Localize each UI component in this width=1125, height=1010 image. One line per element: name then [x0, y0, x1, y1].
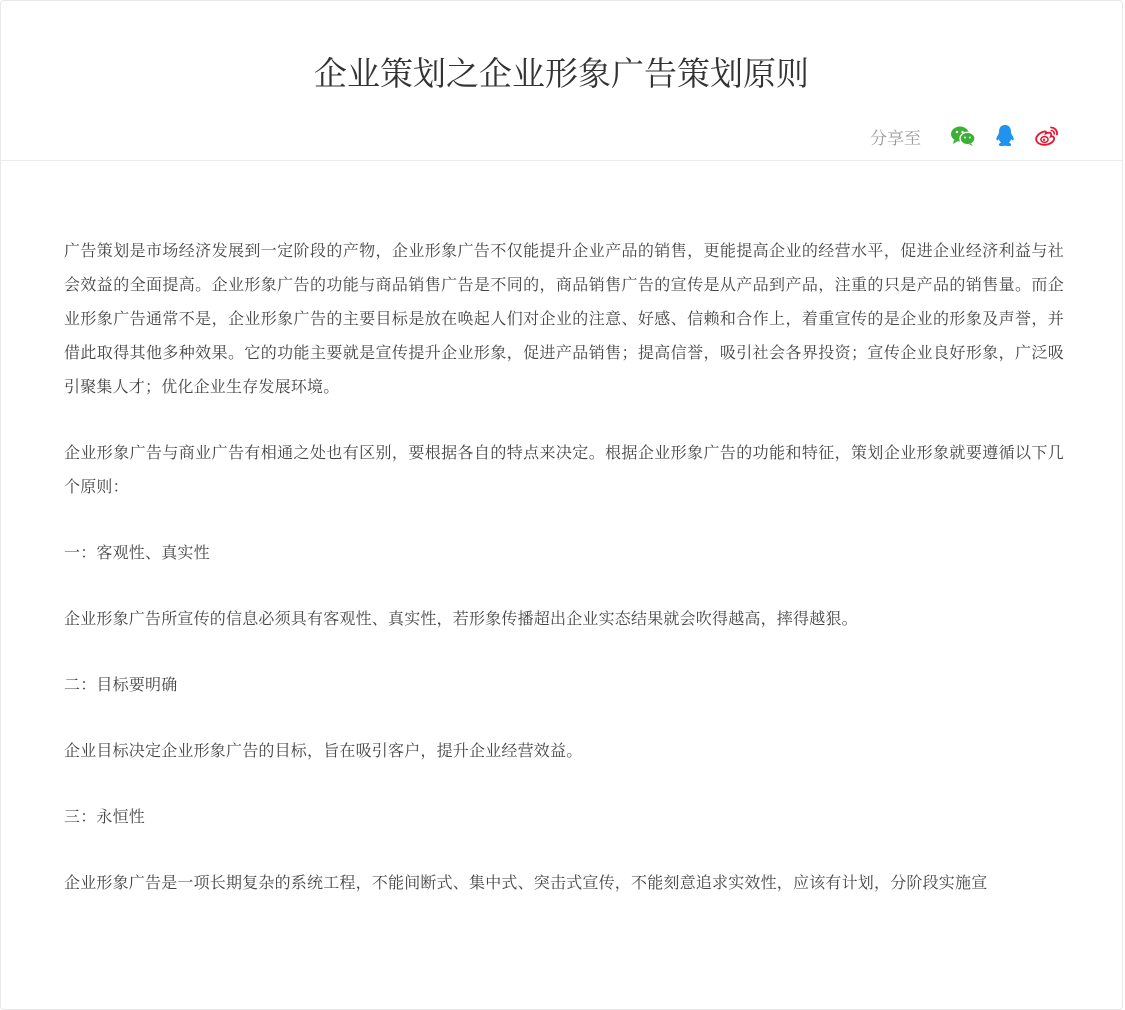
paragraph: 企业形象广告是一项长期复杂的系统工程，不能间断式、集中式、突击式宣传，不能刻意追求实效性，应该有计划，分阶段实施宣 — [64, 873, 988, 892]
paragraph: 企业目标决定企业形象广告的目标，旨在吸引客户，提升企业经营效益。 — [64, 741, 583, 760]
section-heading: 二：目标要明确 — [64, 675, 178, 694]
weibo-icon[interactable] — [1033, 122, 1061, 150]
paragraph: 企业形象广告与商业广告有相通之处也有区别，要根据各自的特点来决定。根据企业形象广告的功能和特征，策划企业形象就要遵循以下几个原则： — [64, 443, 1064, 496]
section-heading: 一：客观性、真实性 — [64, 543, 210, 562]
paragraph: 企业形象广告所宣传的信息必须具有客观性、真实性，若形象传播超出企业实态结果就会吹得越高，摔得越狠。 — [64, 609, 858, 628]
article-body — [64, 234, 1064, 932]
page-title: 企业策划之企业形象广告策划原则 — [314, 54, 809, 93]
share-label: 分享至 — [870, 128, 921, 149]
qq-icon[interactable] — [991, 122, 1019, 150]
paragraph: 广告策划是市场经济发展到一定阶段的产物，企业形象广告不仅能提升企业产品的销售，更能提高企业的经营水平，促进企业经济利益与社会效益的全面提高。企业形象广告的功能与商品销售广告是不同的，商品销售广告的宣传是从产品到产品，注重的只是产品的销售量。而企业形象广告通常不是，企业形象广告的主要目标是放在唤起人们对企业的注意、好感、信赖和合作上，着重宣传的是企业的形象及声誉，并借此取得其他多种效果。它的功能主要就是宣传提升企业形象，促进产品销售；提高信誉，吸引社会各界投资；宣传企业良好形象，广泛吸引聚集人才；优化企业生存发展环境。 — [64, 241, 1064, 396]
share-bar — [870, 122, 1061, 150]
wechat-icon[interactable] — [949, 122, 977, 150]
section-heading: 三：永恒性 — [64, 807, 146, 826]
article-header — [1, 1, 1122, 161]
